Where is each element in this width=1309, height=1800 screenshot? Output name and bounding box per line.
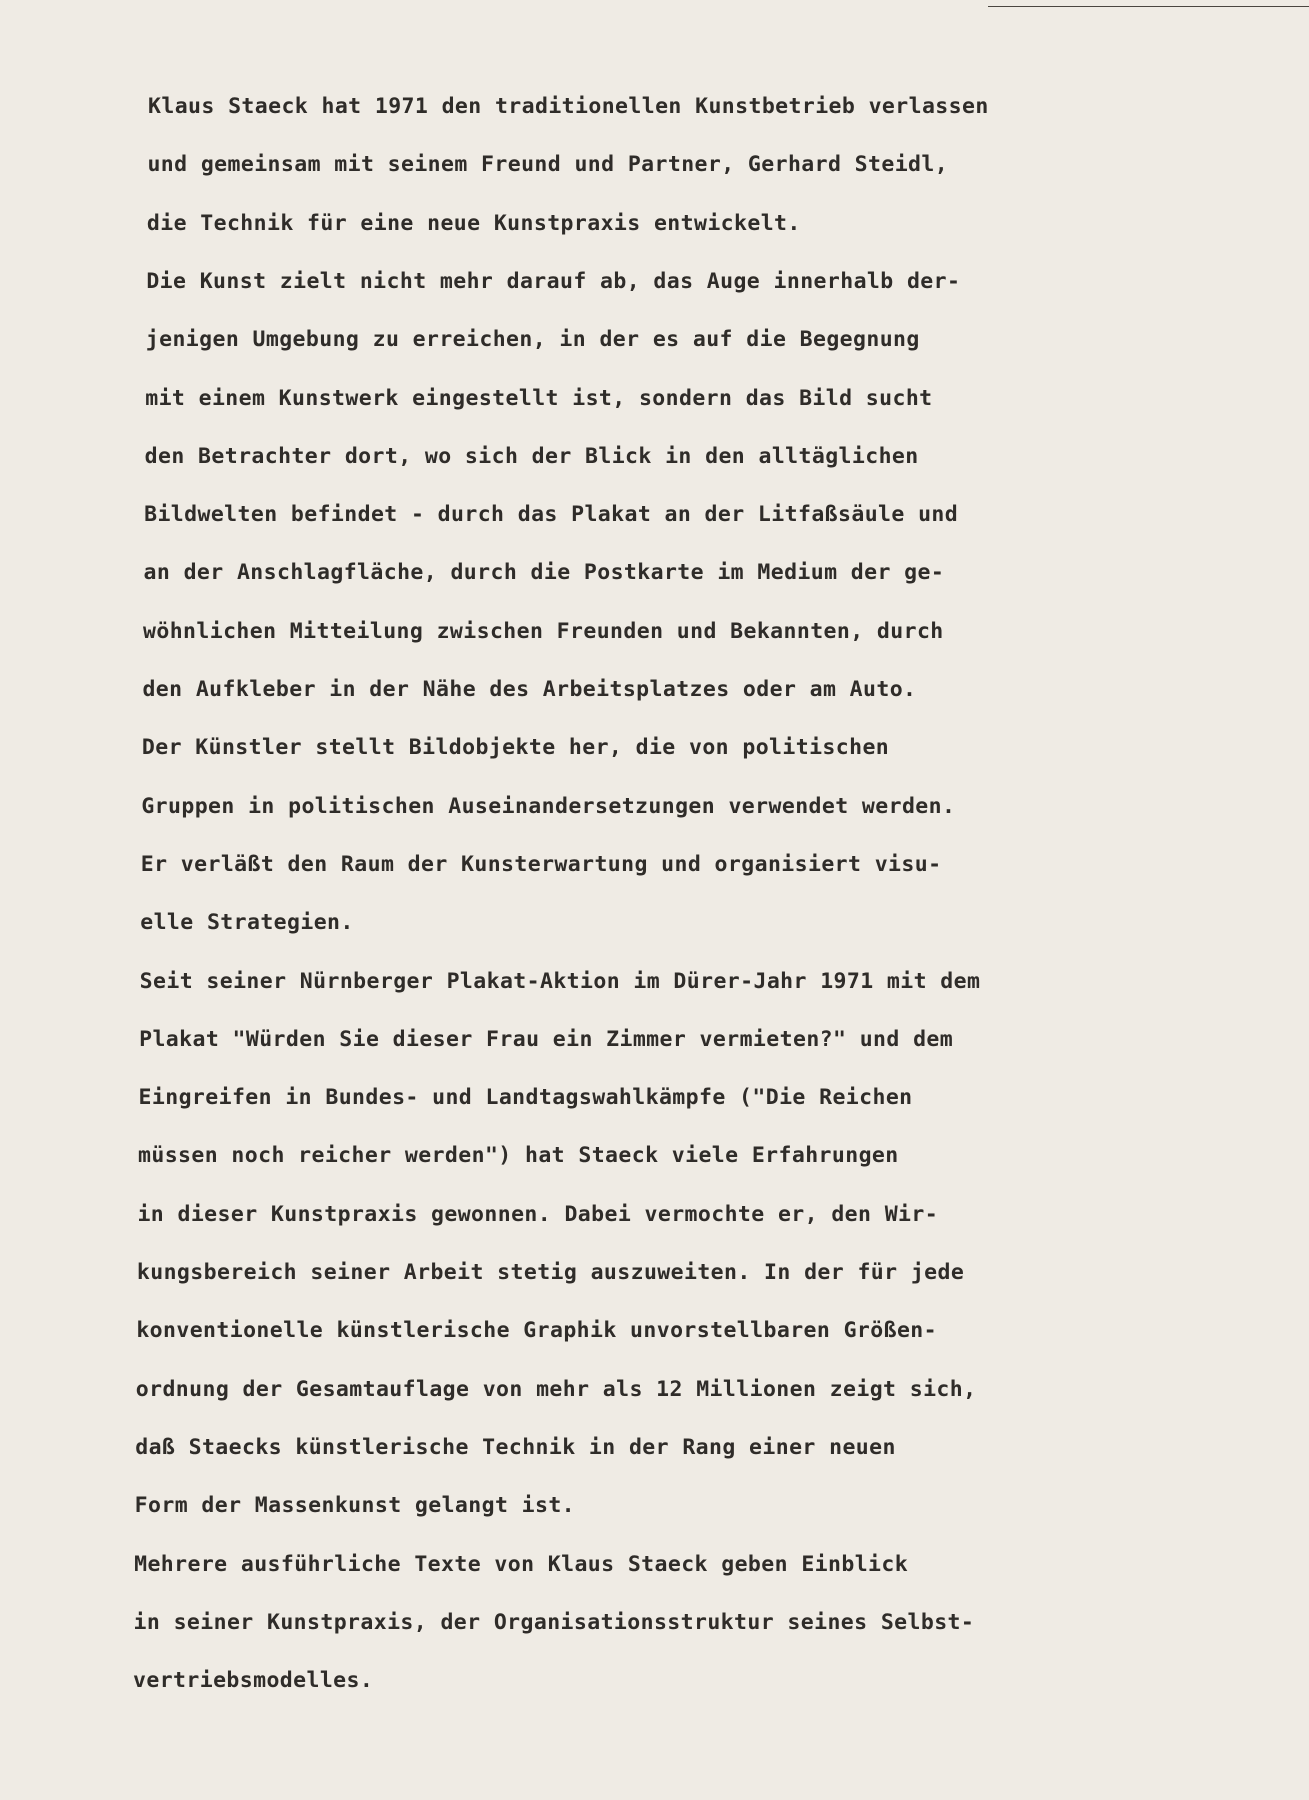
text-line: Seit seiner Nürnberger Plakat-Aktion im Dürer-Jahr 1971 mit dem: [139, 968, 981, 994]
text-line: müssen noch reicher werden") hat Staeck viele Erfahrungen: [138, 1143, 899, 1169]
text-line: den Betrachter dort, wo sich der Blick in den alltäglichen: [144, 443, 919, 469]
text-line: Die Kunst zielt nicht mehr darauf ab, das Auge innerhalb der-: [146, 268, 961, 294]
text-line: daß Staecks künstlerische Technik in der Rang einer neuen: [135, 1434, 896, 1460]
text-line: Plakat "Würden Sie dieser Frau ein Zimmer vermieten?" und dem: [139, 1026, 954, 1052]
text-line: den Aufkleber in der Nähe des Arbeitsplatzes oder am Auto.: [142, 677, 917, 702]
text-line: und gemeinsam mit seinem Freund und Partner, Gerhard Steidl,: [147, 152, 949, 178]
text-line: an der Anschlagfläche, durch die Postkarte im Medium der ge-: [143, 560, 945, 586]
text-line: konventionelle künstlerische Graphik unvorstellbaren Größen-: [136, 1318, 937, 1344]
text-line: kungsbereich seiner Arbeit stetig auszuweiten. In der für jede: [136, 1260, 965, 1285]
text-line: Mehrere ausführliche Texte von Klaus Staeck geben Einblick: [134, 1551, 909, 1577]
text-line: vertriebsmodelles.: [133, 1668, 374, 1694]
top-edge-rule: [988, 6, 1309, 7]
text-line: wöhnlichen Mitteilung zwischen Freunden und Bekannten, durch: [143, 618, 944, 644]
text-line: jenigen Umgebung zu erreichen, in der es auf die Begegnung: [145, 327, 920, 353]
text-line: in dieser Kunstpraxis gewonnen. Dabei vermochte er, den Wir-: [137, 1201, 939, 1227]
text-line: elle Strategien.: [140, 910, 354, 936]
text-line: mit einem Kunstwerk eingestellt ist, sondern das Bild sucht: [145, 385, 933, 411]
text-line: ordnung der Gesamtauflage von mehr als 12 Millionen zeigt sich,: [135, 1376, 977, 1402]
text-line: Der Künstler stellt Bildobjekte her, die von politischen: [141, 735, 890, 761]
text-line: die Technik für eine neue Kunstpraxis entwickelt.: [146, 210, 801, 236]
text-line: in seiner Kunstpraxis, der Organisationsstruktur seines Selbst-: [133, 1609, 975, 1635]
typewritten-text-block: [0, 96, 1309, 1796]
text-line: Bildwelten befindet - durch das Plakat an der Litfaßsäule und: [144, 502, 959, 528]
text-line: Gruppen in politischen Auseinandersetzungen verwendet werden.: [141, 793, 956, 819]
text-line: Form der Massenkunst gelangt ist.: [134, 1493, 576, 1519]
text-line: Er verläßt den Raum der Kunsterwartung und organisiert visu-: [140, 851, 942, 877]
text-line: Klaus Staeck hat 1971 den traditionellen Kunstbetrieb verlassen: [148, 94, 989, 119]
text-line: Eingreifen in Bundes- und Landtagswahlkämpfe ("Die Reichen: [138, 1085, 913, 1111]
